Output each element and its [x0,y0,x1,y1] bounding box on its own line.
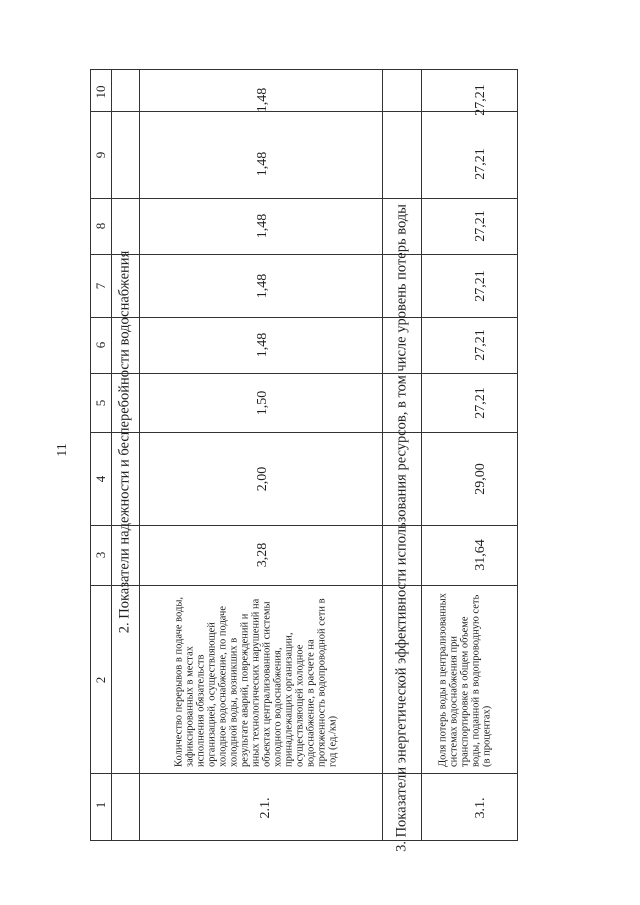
value-cell: 1,48 [255,332,270,358]
value-cell: 31,64 [473,539,488,571]
value-cell: 1,48 [255,273,270,299]
section-title-energy-efficiency: 3. Показатели энергетической эффективности использования ресурсов, в том числе уровень потерь воды [393,204,410,852]
column-header-10: 10 [93,85,108,99]
column-header-7: 7 [93,282,108,290]
value-cell: 3,28 [255,542,270,568]
page-number: 11 [55,443,70,457]
value-cell: 2,00 [255,466,270,492]
value-cell: 1,50 [255,390,270,416]
row-description: Доля потерь воды в централизованных системах водоснабжения при транспортировке в общем объеме воды, поданной в водопроводную сеть (в процентах) [437,593,493,767]
section-title-reliability: 2. Показатели надежности и бесперебойности водоснабжения [116,250,133,634]
row-description: Количество перерывов в подаче воды, зафиксированных в местах исполнения обязательств организацией, осуществляющей холодное водоснабжение, по подаче холодной воды, возникших в результате аварий, повреждений и иных технологических нарушений на объектах централизованной системы холодного водоснабжения, принадлежащих организации, осуществляющей холодное водоснабжение, в расчете на протяженность водопроводной сети в год (ед./км) [173,596,339,767]
column-header-6: 6 [93,341,108,349]
value-cell: 27,21 [473,387,488,419]
value-cell: 1,48 [255,213,270,239]
column-header-8: 8 [93,222,108,230]
value-cell: 27,21 [473,148,488,180]
column-header-1: 1 [93,801,108,809]
column-header-4: 4 [93,475,108,483]
column-header-3: 3 [93,551,108,559]
value-cell: 27,21 [473,329,488,361]
value-cell: 27,21 [473,210,488,242]
column-header-5: 5 [93,399,108,407]
value-cell: 27,21 [473,270,488,302]
column-header-9: 9 [93,151,108,159]
indicators-table [90,69,518,852]
value-cell: 1,48 [255,87,270,113]
column-header-2: 2 [93,676,108,684]
row-number: 3.1. [473,797,488,819]
value-cell: 27,21 [473,84,488,116]
value-cell: 1,48 [255,151,270,177]
value-cell: 29,00 [473,463,488,495]
row-number: 2.1. [258,797,273,819]
